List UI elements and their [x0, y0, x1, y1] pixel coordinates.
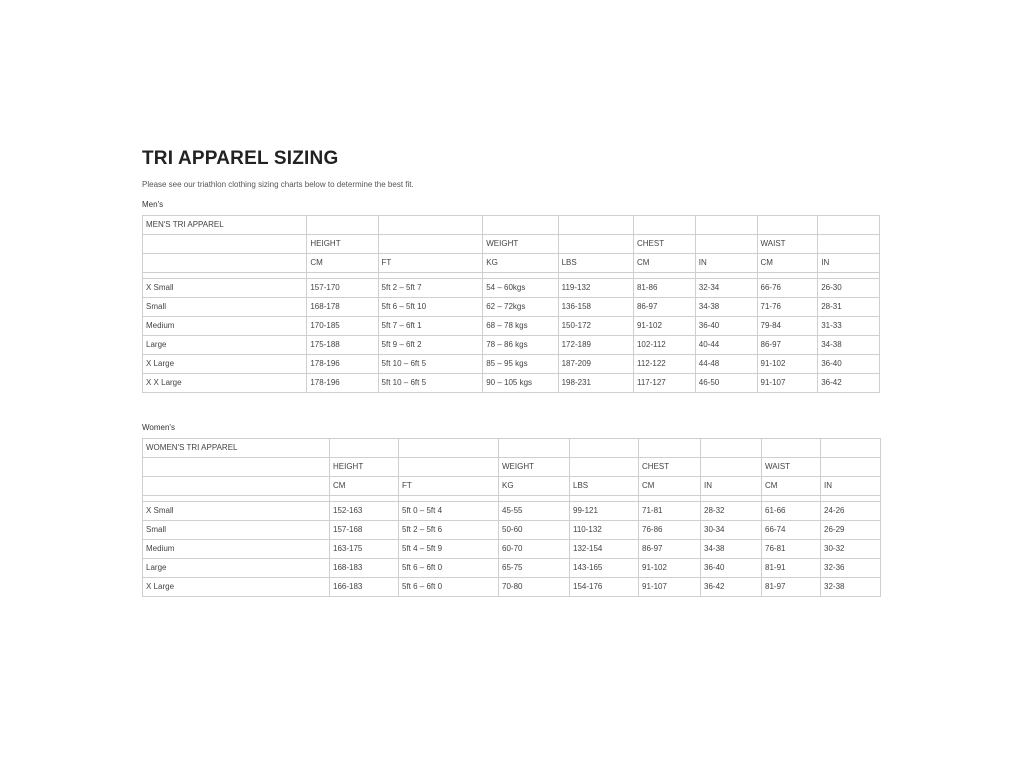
size-value: 86-97	[633, 298, 695, 317]
size-value: 152-163	[330, 502, 399, 521]
women-data-rows	[143, 502, 881, 597]
size-value: 30-32	[821, 540, 881, 559]
size-value: 5ft 2 – 5ft 6	[399, 521, 499, 540]
size-value: 5ft 7 – 6ft 1	[378, 317, 483, 336]
size-value: 168-178	[307, 298, 378, 317]
size-value: 91-107	[757, 374, 818, 393]
women-group-header-row	[143, 458, 881, 477]
size-value: 175-188	[307, 336, 378, 355]
size-value: 76-86	[639, 521, 701, 540]
unit-header: LBS	[558, 254, 633, 273]
men-size-table	[142, 215, 880, 393]
men-unit-header-row	[143, 254, 880, 273]
size-value: 86-97	[639, 540, 701, 559]
unit-header: IN	[821, 477, 881, 496]
women-table-title: WOMEN'S TRI APPAREL	[143, 439, 330, 458]
men-group-header-row	[143, 235, 880, 254]
size-value: 150-172	[558, 317, 633, 336]
size-value: 163-175	[330, 540, 399, 559]
size-value: 30-34	[701, 521, 762, 540]
size-value: 71-81	[639, 502, 701, 521]
size-value: 5ft 6 – 5ft 10	[378, 298, 483, 317]
size-value: 91-102	[633, 317, 695, 336]
size-value: 5ft 0 – 5ft 4	[399, 502, 499, 521]
size-value: 45-55	[499, 502, 570, 521]
size-value: 32-36	[821, 559, 881, 578]
size-value: 99-121	[570, 502, 639, 521]
size-value: 79-84	[757, 317, 818, 336]
size-label: X X Large	[143, 374, 307, 393]
size-label: Medium	[143, 540, 330, 559]
size-label: X Large	[143, 578, 330, 597]
table-row	[143, 540, 881, 559]
group-header: HEIGHT	[330, 458, 399, 477]
table-row	[143, 374, 880, 393]
size-value: 54 – 60kgs	[483, 279, 558, 298]
group-header: CHEST	[639, 458, 701, 477]
size-value: 31-33	[818, 317, 880, 336]
size-value: 36-40	[818, 355, 880, 374]
table-row	[143, 298, 880, 317]
table-row	[143, 317, 880, 336]
size-value: 110-132	[570, 521, 639, 540]
size-label: X Large	[143, 355, 307, 374]
size-value: 5ft 4 – 5ft 9	[399, 540, 499, 559]
size-value: 198-231	[558, 374, 633, 393]
group-header: WEIGHT	[483, 235, 558, 254]
size-value: 157-168	[330, 521, 399, 540]
table-row	[143, 559, 881, 578]
size-value: 112-122	[633, 355, 695, 374]
unit-header: CM	[330, 477, 399, 496]
size-label: Large	[143, 336, 307, 355]
size-value: 178-196	[307, 355, 378, 374]
size-value: 34-38	[695, 298, 757, 317]
size-value: 90 – 105 kgs	[483, 374, 558, 393]
size-value: 61-66	[762, 502, 821, 521]
size-value: 5ft 10 – 6ft 5	[378, 374, 483, 393]
unit-header: CM	[762, 477, 821, 496]
size-value: 71-76	[757, 298, 818, 317]
table-row	[143, 279, 880, 298]
group-header: HEIGHT	[307, 235, 378, 254]
size-value: 81-86	[633, 279, 695, 298]
men-data-rows	[143, 279, 880, 393]
size-label: Small	[143, 298, 307, 317]
size-value: 91-102	[757, 355, 818, 374]
size-value: 36-40	[701, 559, 762, 578]
size-value: 187-209	[558, 355, 633, 374]
size-value: 5ft 2 – 5ft 7	[378, 279, 483, 298]
unit-header: KG	[499, 477, 570, 496]
size-value: 70-80	[499, 578, 570, 597]
size-value: 36-40	[695, 317, 757, 336]
size-value: 178-196	[307, 374, 378, 393]
size-label: X Small	[143, 279, 307, 298]
size-value: 32-34	[695, 279, 757, 298]
size-value: 26-30	[818, 279, 880, 298]
women-section-label: Women's	[142, 423, 175, 432]
group-header: WAIST	[757, 235, 818, 254]
size-value: 34-38	[818, 336, 880, 355]
size-value: 86-97	[757, 336, 818, 355]
group-header: WEIGHT	[499, 458, 570, 477]
size-value: 91-107	[639, 578, 701, 597]
unit-header: CM	[757, 254, 818, 273]
size-value: 78 – 86 kgs	[483, 336, 558, 355]
size-value: 81-91	[762, 559, 821, 578]
table-row	[143, 502, 881, 521]
women-table-title-row	[143, 439, 881, 458]
size-value: 65-75	[499, 559, 570, 578]
size-value: 168-183	[330, 559, 399, 578]
men-table-title-row	[143, 216, 880, 235]
women-size-table	[142, 438, 881, 597]
group-header: WAIST	[762, 458, 821, 477]
size-value: 157-170	[307, 279, 378, 298]
size-value: 76-81	[762, 540, 821, 559]
size-value: 5ft 6 – 6ft 0	[399, 559, 499, 578]
size-value: 24-26	[821, 502, 881, 521]
size-value: 117-127	[633, 374, 695, 393]
table-row	[143, 521, 881, 540]
size-value: 40-44	[695, 336, 757, 355]
unit-header: CM	[633, 254, 695, 273]
table-row	[143, 578, 881, 597]
size-value: 81-97	[762, 578, 821, 597]
size-value: 68 – 78 kgs	[483, 317, 558, 336]
size-value: 102-112	[633, 336, 695, 355]
size-value: 136-158	[558, 298, 633, 317]
size-value: 32-38	[821, 578, 881, 597]
size-label: Small	[143, 521, 330, 540]
women-unit-header-row	[143, 477, 881, 496]
size-value: 44-48	[695, 355, 757, 374]
size-value: 26-29	[821, 521, 881, 540]
size-value: 46-50	[695, 374, 757, 393]
size-value: 172-189	[558, 336, 633, 355]
size-value: 143-165	[570, 559, 639, 578]
size-value: 5ft 6 – 6ft 0	[399, 578, 499, 597]
unit-header: LBS	[570, 477, 639, 496]
size-value: 66-74	[762, 521, 821, 540]
size-value: 5ft 9 – 6ft 2	[378, 336, 483, 355]
size-value: 154-176	[570, 578, 639, 597]
size-value: 36-42	[701, 578, 762, 597]
size-value: 60-70	[499, 540, 570, 559]
size-value: 28-32	[701, 502, 762, 521]
size-value: 119-132	[558, 279, 633, 298]
men-table-title: MEN'S TRI APPAREL	[143, 216, 307, 235]
unit-header: CM	[307, 254, 378, 273]
intro-text: Please see our triathlon clothing sizing charts below to determine the best fit.	[142, 180, 414, 189]
size-value: 50-60	[499, 521, 570, 540]
unit-header: FT	[378, 254, 483, 273]
unit-header: KG	[483, 254, 558, 273]
size-label: Medium	[143, 317, 307, 336]
table-row	[143, 355, 880, 374]
unit-header: CM	[639, 477, 701, 496]
size-label: Large	[143, 559, 330, 578]
unit-header: IN	[695, 254, 757, 273]
page-title: TRI APPAREL SIZING	[142, 148, 339, 169]
size-value: 132-154	[570, 540, 639, 559]
unit-header: IN	[701, 477, 762, 496]
men-section-label: Men's	[142, 200, 164, 209]
size-value: 85 – 95 kgs	[483, 355, 558, 374]
size-value: 5ft 10 – 6ft 5	[378, 355, 483, 374]
unit-header: IN	[818, 254, 880, 273]
group-header: CHEST	[633, 235, 695, 254]
page-content	[142, 148, 880, 597]
size-value: 66-76	[757, 279, 818, 298]
size-value: 28-31	[818, 298, 880, 317]
size-value: 36-42	[818, 374, 880, 393]
size-value: 34-38	[701, 540, 762, 559]
size-label: X Small	[143, 502, 330, 521]
size-value: 91-102	[639, 559, 701, 578]
unit-header: FT	[399, 477, 499, 496]
size-value: 166-183	[330, 578, 399, 597]
size-value: 170-185	[307, 317, 378, 336]
table-row	[143, 336, 880, 355]
size-value: 62 – 72kgs	[483, 298, 558, 317]
